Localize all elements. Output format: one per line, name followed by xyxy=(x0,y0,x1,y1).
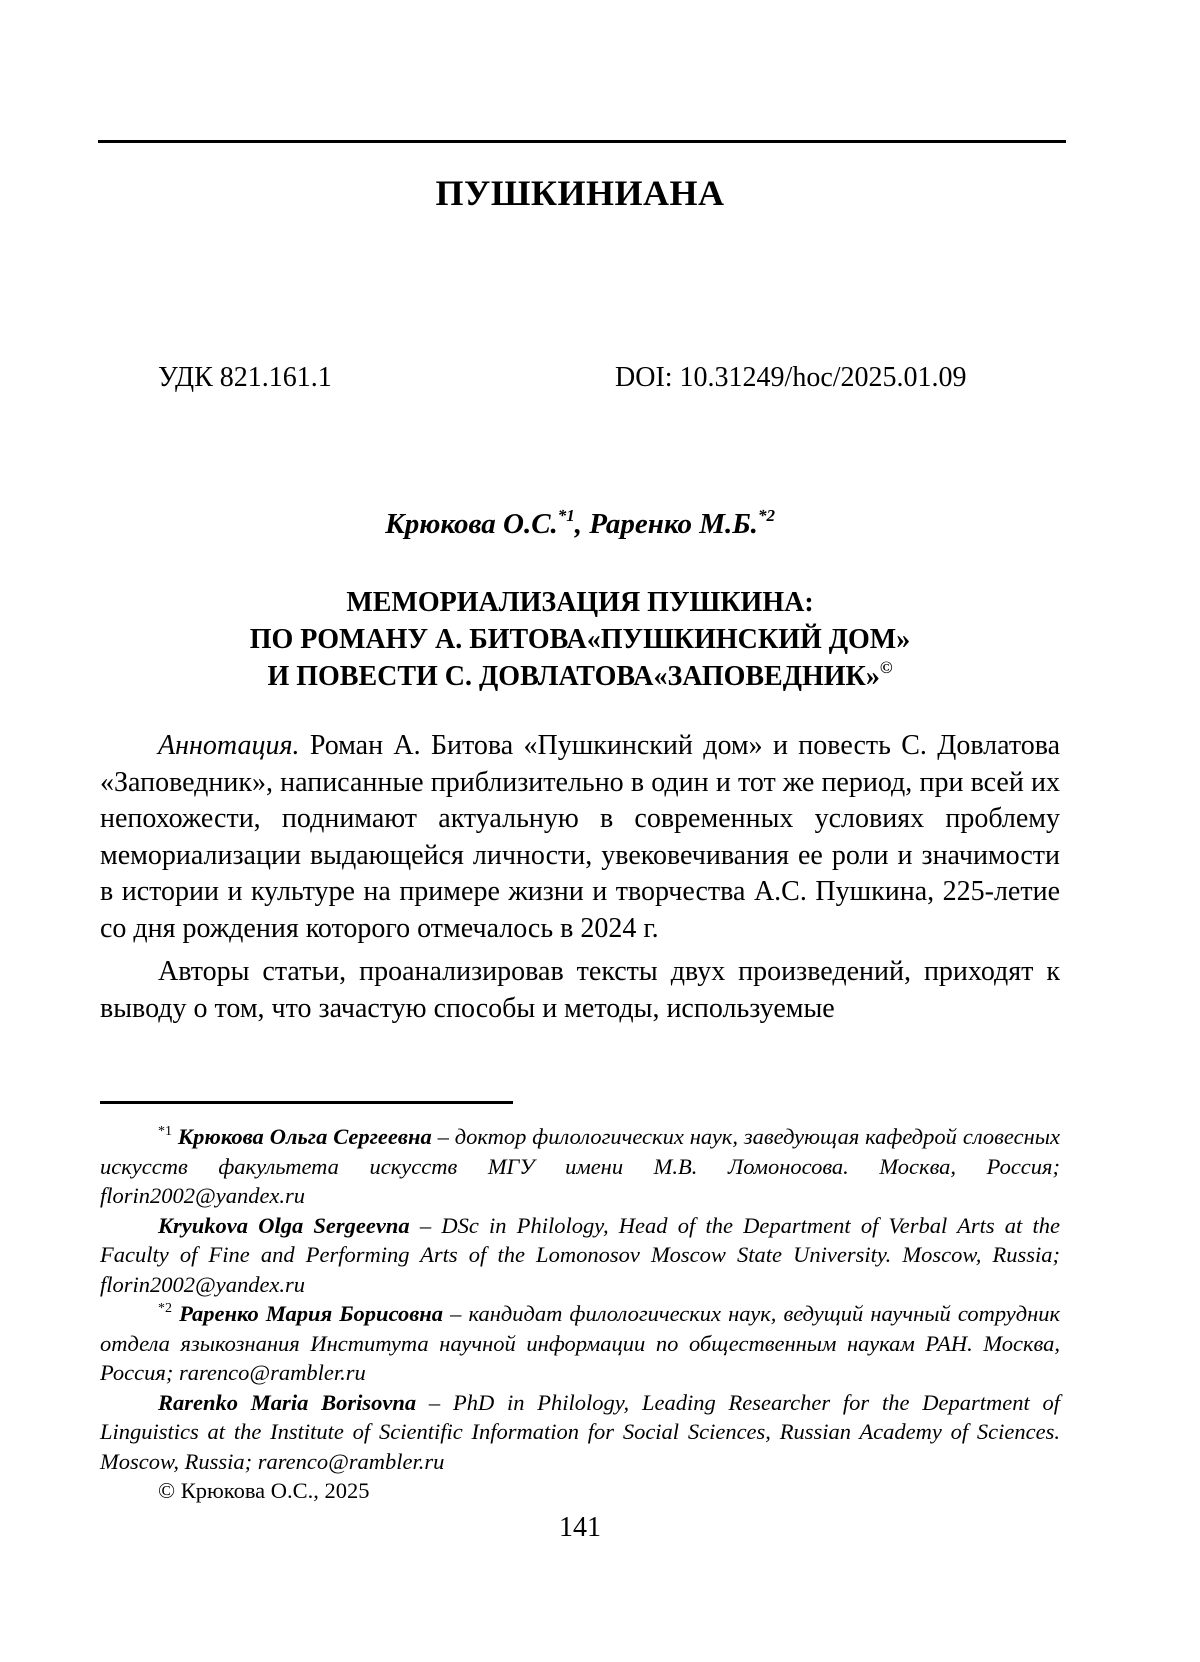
footnote-2-text-ru: – кандидат филологических наук, ведущий научный сотрудник отдела языкознания Института научной информации по общественным наукам РАН. Москва, Россия; rarenco@rambler.ru xyxy=(100,1301,1061,1385)
footnote-2-mark: *2 xyxy=(158,1301,172,1316)
footnote-2-ru xyxy=(100,1299,1060,1388)
page-number: 141 xyxy=(559,1512,601,1543)
footnote-1-mark: *1 xyxy=(158,1124,172,1139)
abstract-paragraph-2: Авторы статьи, проанализировав тексты двух произведений, приходят к выводу о том, что зачастую способы и методы, используемые xyxy=(100,956,1060,1024)
footnote-1-text-ru: – доктор филологических наук, заведующая кафедрой словесных искусств факультета искусств МГУ имени М.В. Ломоносова. Москва, Россия; florin2002@yandex.ru xyxy=(100,1124,1060,1208)
footnote-1-text-en: – DSc in Philology, Head of the Department of Verbal Arts at the Faculty of Fine and Performing Arts of the Lomonosov Moscow State University. Moscow, Russia; florin2002@yandex.ru xyxy=(100,1212,1060,1297)
abstract xyxy=(100,728,1060,1034)
author-1: Крюкова О.С. xyxy=(385,508,558,540)
doi-identifier: DOI: 10.31249/hoc/2025.01.09 xyxy=(615,362,967,393)
article-title xyxy=(0,584,1160,695)
copyright-line: © Крюкова О.С., 2025 xyxy=(158,1478,370,1503)
title-line-3-text: И ПОВЕСТИ С. ДОВЛАТОВА«ЗАПОВЕДНИК» xyxy=(267,661,880,692)
abstract-label: Аннотация. xyxy=(158,730,300,761)
footnotes xyxy=(100,1122,1060,1506)
footnote-2-text-en: – PhD in Philology, Leading Researcher for the Department of Linguistics at the Institute of Scientific Information for Social Sciences, Russian Academy of Sciences. Moscow, Russia; rarenco@rambler.ru xyxy=(100,1389,1060,1474)
footnote-2-name-ru: Раренко Мария Борисовна xyxy=(179,1301,444,1326)
udc-code: УДК 821.161.1 xyxy=(158,362,332,393)
section-heading: ПУШКИНИАНА xyxy=(435,173,725,213)
footnote-1-ru xyxy=(100,1122,1060,1211)
author-2: Раренко М.Б. xyxy=(589,508,758,540)
title-line-2: ПО РОМАНУ А. БИТОВА«ПУШКИНСКИЙ ДОМ» xyxy=(249,624,911,655)
footnote-1-name-ru: Крюкова Ольга Сергеевна xyxy=(177,1124,432,1149)
author-1-footnote-mark: *1 xyxy=(557,506,575,525)
title-line-1: МЕМОРИАЛИЗАЦИЯ ПУШКИНА: xyxy=(346,587,814,618)
abstract-paragraph-1-text: Роман А. Битова «Пушкинский дом» и повесть С. Довлатова «Заповедник», написанные приблизительно в один и тот же период, при всей их непохожести, поднимают актуальную в современных условиях проблему мемориализации выдающейся личности, увековечивания ее роли и значимости в истории и культуре на примере жизни и творчества А.С. Пушкина, 225-летие со дня рождения которого отмечалось в 2024 г. xyxy=(100,730,1061,944)
footnote-1-name-en: Kryukova Olga Sergeevna xyxy=(158,1212,410,1238)
header-rule xyxy=(98,140,1066,143)
footnote-separator xyxy=(100,1101,513,1104)
author-2-footnote-mark: *2 xyxy=(757,506,775,525)
footnote-1-en xyxy=(100,1211,1060,1300)
footnote-2-name-en: Rarenko Maria Borisovna xyxy=(158,1389,417,1415)
author-separator: , xyxy=(574,508,590,540)
abstract-paragraph-1 xyxy=(100,728,1060,947)
copyright-mark: © xyxy=(879,658,893,677)
author-line xyxy=(0,508,1160,541)
footnote-2-en xyxy=(100,1388,1060,1477)
title-line-3 xyxy=(0,658,1160,695)
